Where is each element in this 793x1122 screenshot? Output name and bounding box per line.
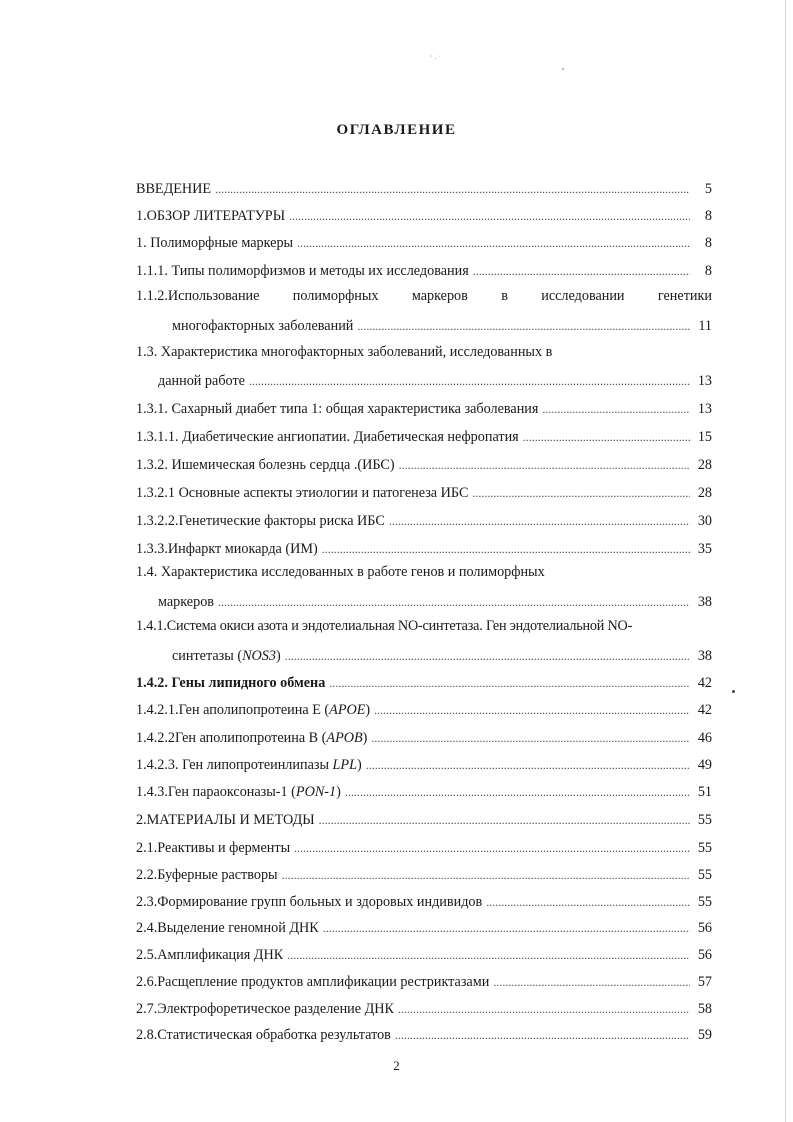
scan-speck: [562, 68, 564, 70]
toc-entry: 1.4.2.2Ген аполипопротеина В (APOB) ..... 46: [136, 725, 712, 747]
toc-entry: ВВЕДЕНИЕ ..... 5: [136, 176, 712, 198]
toc-entry: 1.4.2.3. Ген липопротеинлипазы LPL) ..... 49: [136, 752, 712, 774]
toc-entry: 2.1.Реактивы и ферменты ..... 55: [136, 835, 712, 857]
toc-entry: 2.8.Статистическая обработка результатов ..... 59: [136, 1022, 712, 1044]
toc-entry: 1.3.1.1. Диабетические ангиопатии. Диабетическая нефропатия ..... 15: [136, 424, 712, 446]
page-number: 2: [393, 1058, 400, 1073]
toc-entry: 2.2.Буферные растворы ..... 55: [136, 862, 712, 884]
toc-entry-first-line: 1.4. Характеристика исследованных в работе генов и полиморфных: [136, 564, 545, 580]
toc-entry: 1.3.2.2.Генетические факторы риска ИБС ..... 30: [136, 508, 712, 530]
toc-entry: многофакторных заболеваний ..... 11: [172, 313, 712, 335]
toc-entry: 1.3.2.1 Основные аспекты этиологии и патогенеза ИБС ..... 28: [136, 480, 712, 502]
toc-entry-first-line: 1.4.1.Система окиси азота и эндотелиальная NO-синтетаза. Ген эндотелиальной NO-: [136, 618, 633, 634]
toc-entry: 1.4.2.1.Ген аполипопротеина Е (APOE) ..... 42: [136, 697, 712, 719]
toc-entry: 2.3.Формирование групп больных и здоровых индивидов ..... 55: [136, 889, 712, 911]
toc-entry: 2.6.Расщепление продуктов амплификации рестриктазами ..... 57: [136, 969, 712, 991]
scan-edge-line: [785, 0, 786, 1122]
toc-entry: 1.4.2. Гены липидного обмена ..... 42: [136, 670, 712, 692]
toc-entry: 1.1.1. Типы полиморфизмов и методы их исследования ..... 8: [136, 258, 712, 280]
toc-entry: данной работе ..... 13: [158, 368, 712, 390]
toc-entry: 2.5.Амплификация ДНК ..... 56: [136, 942, 712, 964]
scan-speck: [732, 690, 735, 693]
toc-entry: 1.3.2. Ишемическая болезнь сердца .(ИБС) ..... 28: [136, 452, 712, 474]
toc-entry: 2.МАТЕРИАЛЫ И МЕТОДЫ ..... 55: [136, 807, 712, 829]
toc-entry: маркеров ..... 38: [158, 589, 712, 611]
page-title: ОГЛАВЛЕНИЕ: [336, 122, 457, 138]
toc-entry: 1.ОБЗОР ЛИТЕРАТУРЫ ..... 8: [136, 203, 712, 225]
toc-entry: 1. Полиморфные маркеры ..... 8: [136, 230, 712, 252]
toc-entry: 1.3.1. Сахарный диабет типа 1: общая характеристика заболевания ..... 13: [136, 396, 712, 418]
toc-entry: 1.3.3.Инфаркт миокарда (ИМ) ..... 35: [136, 536, 712, 558]
toc-entry: 2.4.Выделение геномной ДНК ..... 56: [136, 915, 712, 937]
toc-entry: синтетазы (NOS3) ..... 38: [172, 643, 712, 665]
toc-entry-first-line: 1.3. Характеристика многофакторных заболеваний, исследованных в: [136, 344, 553, 360]
toc-entry: 1.4.3.Ген параоксоназы-1 (PON-1) ..... 51: [136, 779, 712, 801]
scan-speck: ·.·: [430, 52, 444, 61]
toc-entry-first-line: 1.1.2.Использование полиморфных маркеров в исследовании генетики: [136, 288, 712, 304]
toc-entry: 2.7.Электрофоретическое разделение ДНК ..... 58: [136, 996, 712, 1018]
